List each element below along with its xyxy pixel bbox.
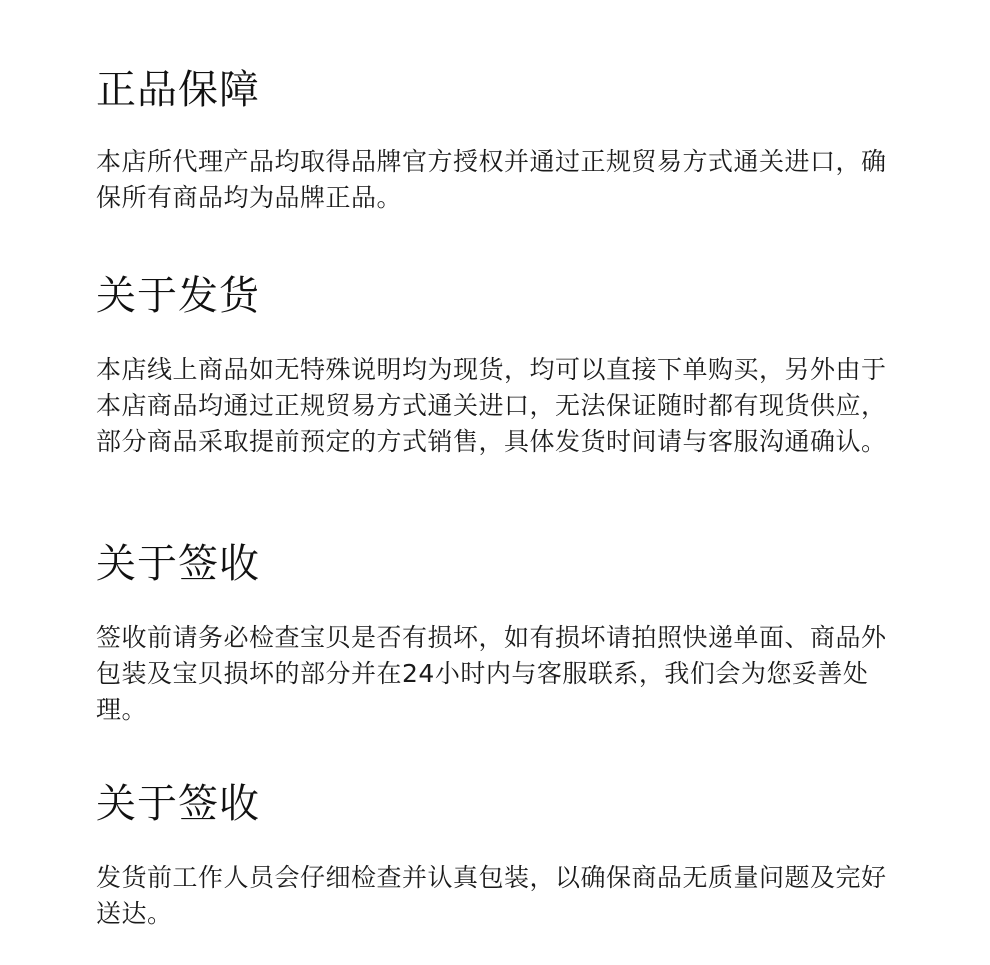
section-body: 签收前请务必检查宝贝是否有损坏，如有损坏请拍照快递单面、商品外包装及宝贝损坏的部分并在24小时内与客服联系，我们会为您妥善处理。 [96, 623, 887, 724]
section-heading: 正品保障 [96, 67, 260, 113]
section-heading: 关于签收 [96, 781, 260, 827]
section-heading: 关于发货 [96, 273, 260, 319]
section-about-shipping [96, 272, 896, 460]
section-about-receipt-packaging [96, 780, 896, 932]
section-heading: 关于签收 [96, 541, 260, 587]
section-authenticity-guarantee [96, 66, 896, 216]
section-body: 发货前工作人员会仔细检查并认真包装，以确保商品无质量问题及完好送达。 [96, 863, 887, 928]
section-body: 本店所代理产品均取得品牌官方授权并通过正规贸易方式通关进口，确保所有商品均为品牌正品。 [96, 147, 887, 212]
section-about-receipt [96, 540, 896, 728]
section-body: 本店线上商品如无特殊说明均为现货，均可以直接下单购买，另外由于本店商品均通过正规贸易方式通关进口，无法保证随时都有现货供应，部分商品采取提前预定的方式销售，具体发货时间请与客服沟通确认。 [96, 355, 887, 456]
